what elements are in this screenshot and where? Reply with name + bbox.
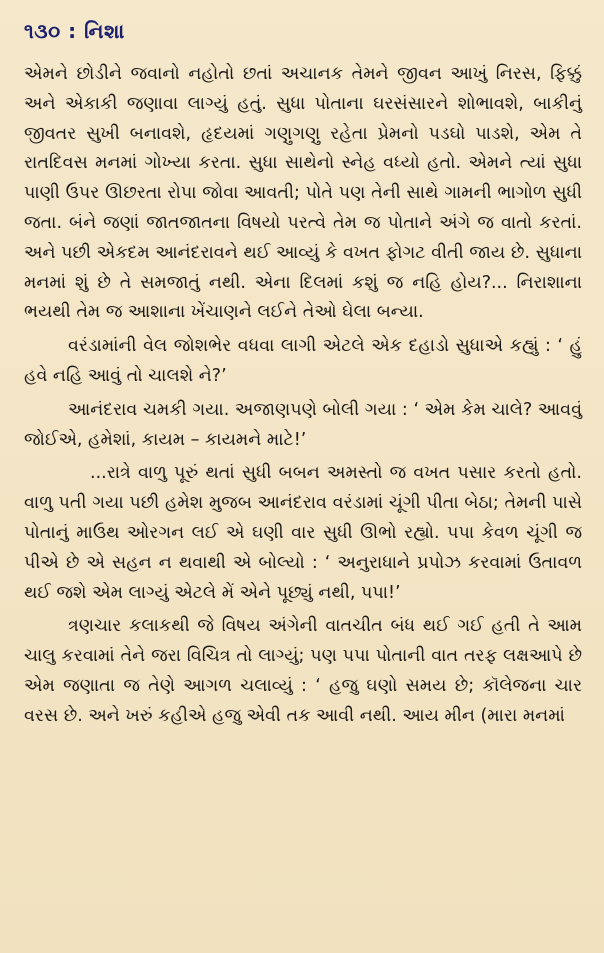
paragraph-1: એમને છોડીને જવાનો નહોતો છતાં અચાનક તેમને જીવન આખું નિરસ, ફિક્કું અને એકાકી જણાવા લાગ્યું હતું. સુધા પોતાના ઘરસંસારને શોભાવશે, બાકીનું જીવતર સુખી બનાવશે, હૃદયમાં ગણુગણુ રહેતા પ્રેમનો પડઘો પાડશે, એમ તે રાતદિવસ મનમાં ગોખ્યા કરતા. સુધા સાથેનો સ્નેહ વધ્યો હતો. એમને ત્યાં સુધા પાણી ઉપર ઊછરતા રોપા જોવા આવતી; પોતે પણ તેની સાથે ગામની ભાગોળ સુધી જતા. બંને જણાં જાતજાતના વિષયો પરત્વે તેમ જ પોતાને અંગે જ વાતો કરતાં. અને પછી એકદમ આનંદરાવને થઈ આવ્યું કે વખત ફોગટ વીતી જાય છે. સુધાના મનમાં શું છે તે સમજાતું નથી. એના દિલમાં કશું જ નહિ હોય?... નિરાશાના ભયથી તેમ જ આશાના ખેંચાણને લઈને તેઓ ઘેલા બન્યા. <box>24 64 582 323</box>
page-body <box>24 60 582 732</box>
paragraph-5: ત્રણચાર કલાકથી જે વિષય અંગેની વાતચીત બંધ થઈ ગઈ હતી તે આમ ચાલુ કરવામાં તેને જરા વિચિત્ર તો લાગ્યું; પણ પપા પોતાની વાત તરફ લક્ષઆપે છે એમ જણાતા જ તેણે આગળ ચલાવ્યું : ‘ હજુ ઘણો સમય છે; કૉલેજના ચાર વરસ છે. અને ખરું કહીએ હજુ એવી તક આવી નથી. આય મીન (મારા મનમાં <box>24 616 582 726</box>
paragraph-3: આનંદરાવ ચમકી ગયા. અજાણપણે બોલી ગયા : ‘ એમ કેમ ચાલે? આવવું જોઈએ, હમેશાં, કાયમ – કાયમને માટે!’ <box>24 399 582 450</box>
page-header: ૧૩૦ : નિશા <box>24 19 125 43</box>
paragraph-2: વરંડામાંની વેલ જોશભેર વધવા લાગી એટલે એક દહાડો સુધાએ કહ્યું : ‘ હું હવે નહિ આવું તો ચાલશે ને?’ <box>24 336 582 386</box>
paragraph-4: ...રાત્રે વાળુ પૂરું થતાં સુધી બબન અમસ્તો જ વખત પસાર કરતો હતો. વાળુ પતી ગયા પછી હમેશ મુજબ આનંદરાવ વરંડામાં ચૂંગી પીતા બેઠા; તેમની પાસે પોતાનું માઉથ ઓરગન લઈ એ ઘણી વાર સુધી ઊભો રહ્યો. પપા કેવળ ચૂંગી જ પીએ છે એ સહન ન થવાથી એ બોલ્યો : ‘ અનુરાધાને પ્રપોઝ કરવામાં ઉતાવળ થઈ જશે એમ લાગ્યું એટલે મેં એને પૂછ્યું નથી, પપા!’ <box>24 463 582 603</box>
